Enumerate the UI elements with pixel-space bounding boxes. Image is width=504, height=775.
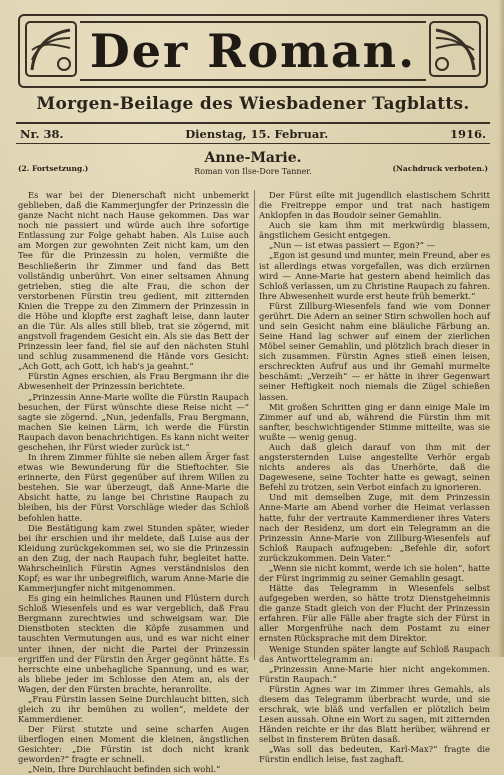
paragraph: „Frau Fürstin lassen Seine Durchlaucht bitten, sich gleich zu ihr bemühen zu wollen“, meldete der Kammerdiener. xyxy=(18,693,249,725)
paragraph: Und mit demselben Zuge, mit dem Prinzessin Anne-Marie am Abend vorher die Heimat verlassen hatte, fuhr der vertraute Kammerdiener ihres Vaters nach der Residenz, um dort ein Telegramm an die Prinzessin Anne-Marie von Zillburg-Wiesenfels auf Schloß Raupach aufzugeben: „Befehle dir, sofort zurückzukommen. Dein Vater.“ xyxy=(259,492,490,563)
paragraph: Wenige Stunden später langte auf Schloß Raupach das Antworttelegramm an: xyxy=(259,643,490,664)
story-header xyxy=(14,150,492,186)
paragraph: Der Fürst stutzte und seine scharfen Augen überflogen einen Moment die kleinen, ängstlichen Gesichter: „Die Fürstin ist doch nicht krank geworden?“ fragte er schnell. xyxy=(18,724,249,765)
newspaper-subtitle: Morgen-Beilage des Wiesbadener Tagblatts. xyxy=(36,94,470,114)
paragraph: Der Fürst eilte mit jugendlich elastischem Schritt die Freitreppe empor und trat nach hastigem Anklopfen in das Boudoir seiner Gemahlin. xyxy=(259,190,490,221)
right-column xyxy=(259,190,490,765)
ornament-icon xyxy=(24,20,78,78)
paragraph: Hätte das Telegramm in Wiesenfels selbst aufgegeben werden, so hätte trotz Dienstgeheimnis die ganze Stadt gleich von der Flucht der Prinzessin erfahren. Für alle Fälle aber fragte sich der Fürst in aller Morgenfrühe nach dem Postamt zu einer ernsten Rücksprache mit dem Direktor. xyxy=(259,583,490,644)
paragraph: Es ging ein heimliches Raunen und Flüstern durch Schloß Wiesenfels und es war vergeblich, daß Frau Bergmann zurechtwies und schweigsam war. Die Dienstboten steckten die Köpfe zusammen und tauschten Vermutungen aus, und es war nicht einer unter ihnen, der nicht die Partei der Prinzessin ergriffen und der Fürstin den Ärger gegönnt hätte. Es herrschte eine unbehagliche Spannung, und es war, als bliebe jeder im Schlosse den Atem an, als der Wagen, der den Fürsten brachte, heranrollte. xyxy=(18,593,249,694)
issue-bar xyxy=(16,122,490,144)
paragraph: Es war bei der Dienerschaft nicht unbemerkt geblieben, daß die Kammerjungfer der Prinzessin die ganze Nacht nicht nach Hause gekommen. Das war noch nie passiert und würde auch ihre sofortige Entlassung zur Folge gehabt haben. Als Luise auch am Morgen zur gewohnten Zeit nicht kam, um den Tee für die Prinzessin zu holen, vermißte die Beschließerin ihr Zimmer und fand das Bett vollständig unberührt. Von einer seltsamen Ahnung getrieben, stieg die alte Frau, die schon der verstorbenen Fürstin treu gedient, mit zitternden Knien die Treppe zu den Zimmern der Prinzessin in die Höhe und klopfte erst zaghaft leise, dann lauter an die Tür. Als alles still blieb, trat sie zögernd, mit angstvoll fragendem Gesicht ein. Als sie das Bett der Prinzessin leer fand, fiel sie auf den nächsten Stuhl und schlug zusammenend die Hände vors Gesicht: „Ach Gott, ach Gott, ich hab's ja geahnt.“ xyxy=(18,190,249,372)
paragraph: Die Bestätigung kam zwei Stunden später, wieder bei ihr erschien und ihr meldete, daß Luise aus der Kleidung zurückgekommen sei, wo sie die Prinzessin an den Zug, der nach Raupach fuhr, begleitet hatte. Wahrscheinlich Fürstin Agnes verständnislos den Kopf; es war ihr unbegreiflich, warum Anne-Marie die Kammerjungfer nicht mitgenommen. xyxy=(18,522,249,594)
page-fold-shadow xyxy=(498,0,504,657)
issue-year: 1916. xyxy=(449,127,486,141)
paragraph: „Nein, Ihre Durchlaucht befinden sich wohl.“ xyxy=(28,764,221,775)
paragraph: Auch daß gleich darauf von ihm mit der angstersternden Luise angestellte Verhör ergab nichts anderes als das Unerhörte, daß die Dagewesene, seine Tochter hatte es gewagt, seinen Befehl zu trotzen, sein Verbot einfach zu ignorieren. xyxy=(259,441,490,493)
ornament-icon xyxy=(428,20,482,78)
paragraph: „Wenn sie nicht kommt, werde ich sie holen“, hatte der Fürst ingrimmig zu seiner Gemahlin gesagt. xyxy=(259,562,490,583)
article-columns xyxy=(18,190,490,775)
issue-number: Nr. 38. xyxy=(20,127,64,141)
newspaper-title: Der Roman. xyxy=(89,24,417,78)
continuation-note: (2. Fortsetzung.) xyxy=(18,164,89,173)
masthead xyxy=(18,14,488,88)
column-divider xyxy=(254,190,255,660)
paragraph: Fürstin Agnes war im Zimmer ihres Gemahls, als diesem das Telegramm überbracht wurde, und sie erschrak, wie bläß und verfallen er plötzlich beim Lesen aussah. Ohne ein Wort zu sagen, mit zitternden Händen reichte er ihr das Blatt herüber, während er selbst in finsterem Brüten dasaß. xyxy=(259,683,490,745)
reprint-note: (Nachdruck verboten.) xyxy=(392,164,488,173)
paragraph: In ihrem Zimmer fühlte sie neben allem Ärger fast etwas wie Bewunderung für die Stieftochter. Sie erinnerte, den Fürst gegenüber auf ihrem Willen zu bestehen. Sie war überzeugt, daß Anne-Marie die Absicht hatte, zu lange bei Christine Raupach zu bleiben, bis der Fürst Vorschläge wieder das Schloß befohlen hatte. xyxy=(18,452,249,523)
paragraph: „Prinzessin Anne-Marie wollte die Fürstin Raupach besuchen, der Fürst wünschte diese Reise nicht —“ sagte sie zögernd. „Nun, jedenfalls, Frau Bergmann, machen Sie keinen Lärm, ich werde die Fürstin Raupach davon benachrichtigen. Es kann nicht weiter geschehen, ihr Fürst wieder zurück ist.“ xyxy=(18,391,249,452)
paragraph: „Egon ist gesund und munter, mein Freund, aber es ist allerdings etwas vorgefallen, was dich erzürnen wird — Anne-Marie hat gestern abend heimlich das Schloß verlassen, um zu Christine Raupach zu fahren. Ihre Abwesenheit wurde erst heute früh bemerkt.“ xyxy=(259,250,490,301)
story-title: Anne-Marie. xyxy=(204,150,302,166)
story-byline: Roman von Ilse-Dore Tanner. xyxy=(194,167,312,176)
paragraph: „Was soll das bedeuten, Karl-Max?“ fragte die Fürstin endlich leise, fast zaghaft. xyxy=(259,744,490,765)
left-column xyxy=(18,190,249,775)
paragraph: Auch sie kam ihm mit merkwürdig blassem, ängstlichem Gesicht entgegen. xyxy=(259,220,490,241)
paragraph: „Nun — ist etwas passiert — Egon?“ — xyxy=(269,240,435,251)
paragraph: „Prinzessin Anne-Marie hier nicht angekommen. Fürstin Raupach.“ xyxy=(259,663,490,684)
paragraph: Mit großen Schritten ging er dann einige Male im Zimmer auf und ab, während die Fürstin ihm mit sanfter, beschwichtigender Stimme mitteilte, was sie wußte — wenig genug. xyxy=(259,401,490,442)
paragraph: Fürstin Agnes erschien, als Frau Bergmann ihr die Abwesenheit der Prinzessin berichtete. xyxy=(18,371,249,392)
issue-date: Dienstag, 15. Februar. xyxy=(185,127,329,141)
paragraph: Fürst Zillburg-Wiesenfels fand wie vom Donner gerührt. Die Adern an seiner Stirn schwollen hoch auf und sein Gesicht nahm eine bläuliche Färbung an. Seine Hand lag schwer auf einem der zierlichen Möbel seiner Gemahlin, und plötzlich brach dieser in sich zusammen. Fürstin Agnes stieß einen leisen, erschreckten Aufruf aus und ihr Gemahl murmelte beschämt: „Verzeih“ — er hätte in ihrer Gegenwart seiner Heftigkeit noch niemals die Zügel schießen lassen. xyxy=(259,300,490,402)
